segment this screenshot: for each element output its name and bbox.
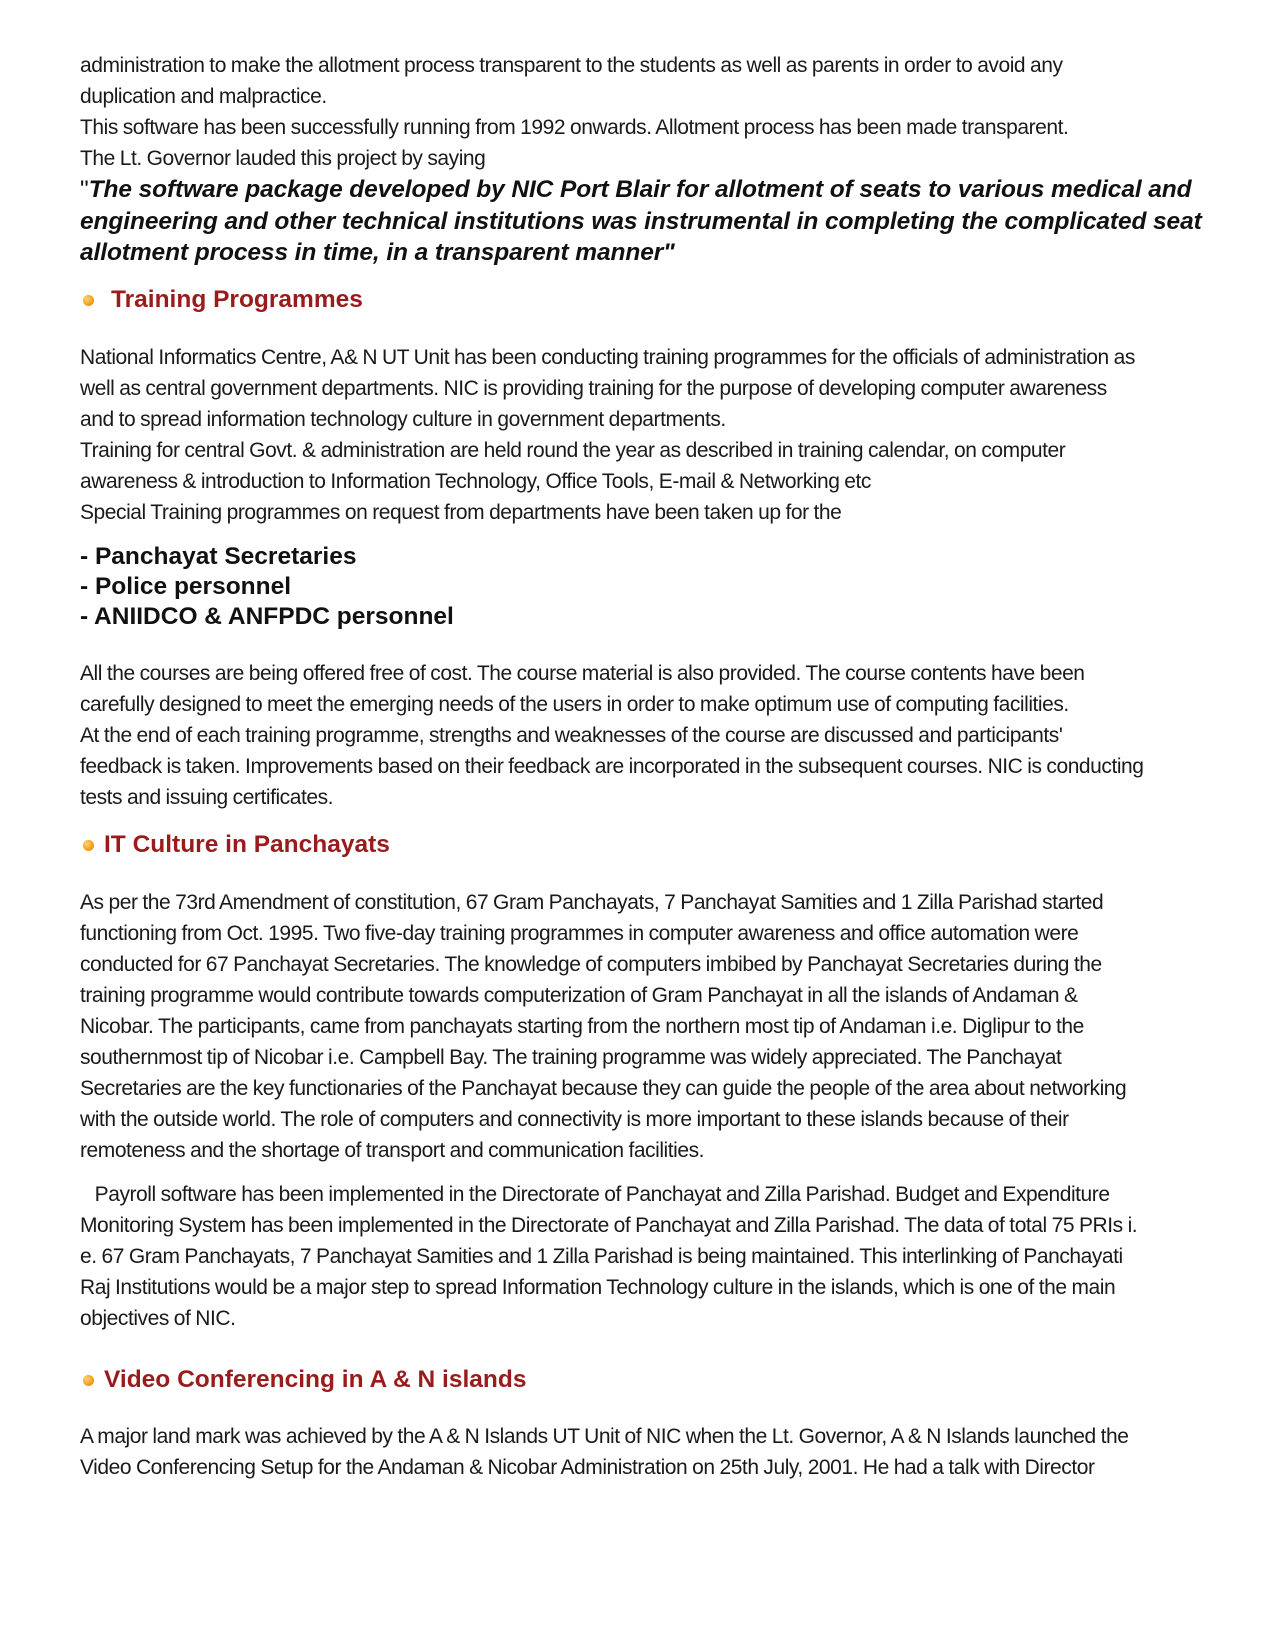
governor-quote: [80, 174, 1215, 269]
list-item: - Panchayat Secretaries: [80, 543, 357, 570]
list-item: - ANIIDCO & ANFPDC personnel: [80, 603, 454, 630]
training-paragraph-1: National Informatics Centre, A& N UT Unit has been conducting training programmes for the officials of administration as well as central government departments. NIC is providing training for the purpose of developing computer awareness and to spread information technology culture in government departments. Training for central Govt. & administration are held round the year as described in training calendar, on computer awareness & introduction to Information Technology, Office Tools, E-mail & Networking etc Special Training programmes on request from departments have been taken up for the: [80, 346, 1135, 524]
training-paragraph-2: All the courses are being offered free of cost. The course material is also provided. The course contents have been carefully designed to meet the emerging needs of the users in order to make optimum use of computing facilities. At the end of each training programme, strengths and weaknesses of the course are discussed and participants' feedback is taken. Improvements based on their feedback are incorporated in the subsequent courses. NIC is conducting tests and issuing certificates.: [80, 662, 1144, 809]
special-training-list: [80, 542, 1215, 632]
list-item: - Police personnel: [80, 573, 292, 600]
panchayats-heading-row: [80, 829, 1215, 861]
video-heading-row: [80, 1364, 1215, 1396]
intro-paragraph: administration to make the allotment process transparent to the students as well as parents in order to avoid any duplication and malpractice. This software has been successfully running from 1992 onwards. Allotment process has been made transparent. The Lt. Governor lauded this project by saying: [80, 54, 1069, 170]
video-heading: [80, 1364, 1215, 1396]
training-heading: [80, 284, 1215, 316]
panchayats-heading: [80, 829, 1215, 861]
quote-text: The software package developed by NIC Port Blair for allotment of seats to various medical and engineering and other technical institutions was instrumental in completing the complicated seat allotment process in time, in a transparent manner": [80, 176, 1202, 266]
video-section: [80, 1421, 1215, 1483]
orange-dot-icon: [83, 1375, 94, 1386]
training-section-2: [80, 658, 1215, 813]
training-heading-text: Training Programmes: [111, 286, 363, 313]
special-training-items: [80, 542, 1215, 632]
panchayats-paragraph-1: As per the 73rd Amendment of constitution, 67 Gram Panchayats, 7 Panchayat Samities and 1 Zilla Parishad started functioning from Oct. 1995. Two five-day training programmes in computer awareness and office automation were conducted for 67 Panchayat Secretaries. The knowledge of computers imbibed by Panchayat Secretaries during the training programme would contribute towards computerization of Gram Panchayat in all the islands of Andaman & Nicobar. The participants, came from panchayats starting from the northern most tip of Andaman i.e. Diglipur to the southernmost tip of Nicobar i.e. Campbell Bay. The training programme was widely appreciated. The Panchayat Secretaries are the key functionaries of the Panchayat because they can guide the people of the area about networking with the outside world. The role of computers and connectivity is more important to these islands because of their remoteness and the shortage of transport and communication facilities.: [80, 891, 1127, 1162]
training-heading-row: [80, 284, 1215, 316]
quote-open-mark: ": [80, 176, 89, 203]
orange-dot-icon: [83, 295, 94, 306]
video-paragraph-1: A major land mark was achieved by the A & N Islands UT Unit of NIC when the Lt. Governor, A & N Islands launched the Video Conferencing Setup for the Andaman & Nicobar Administration on 25th July, 2001. He had a talk with Director: [80, 1425, 1129, 1479]
intro-section: [80, 50, 1215, 269]
video-heading-text: Video Conferencing in A & N islands: [104, 1366, 527, 1393]
orange-dot-icon: [83, 840, 94, 851]
training-section: [80, 342, 1215, 528]
panchayats-section-2: [80, 1179, 1215, 1334]
panchayats-heading-text: IT Culture in Panchayats: [104, 831, 390, 858]
panchayats-section: [80, 887, 1215, 1166]
panchayats-paragraph-2: Payroll software has been implemented in the Directorate of Panchayat and Zilla Parishad. Budget and Expenditure Monitoring System has been implemented in the Directorate of Panchayat and Zilla Parishad. The data of total 75 PRIs i. e. 67 Gram Panchayats, 7 Panchayat Samities and 1 Zilla Parishad is being maintained. This interlinking of Panchayati Raj Institutions would be a major step to spread Information Technology culture in the islands, which is one of the main objectives of NIC.: [80, 1183, 1138, 1330]
